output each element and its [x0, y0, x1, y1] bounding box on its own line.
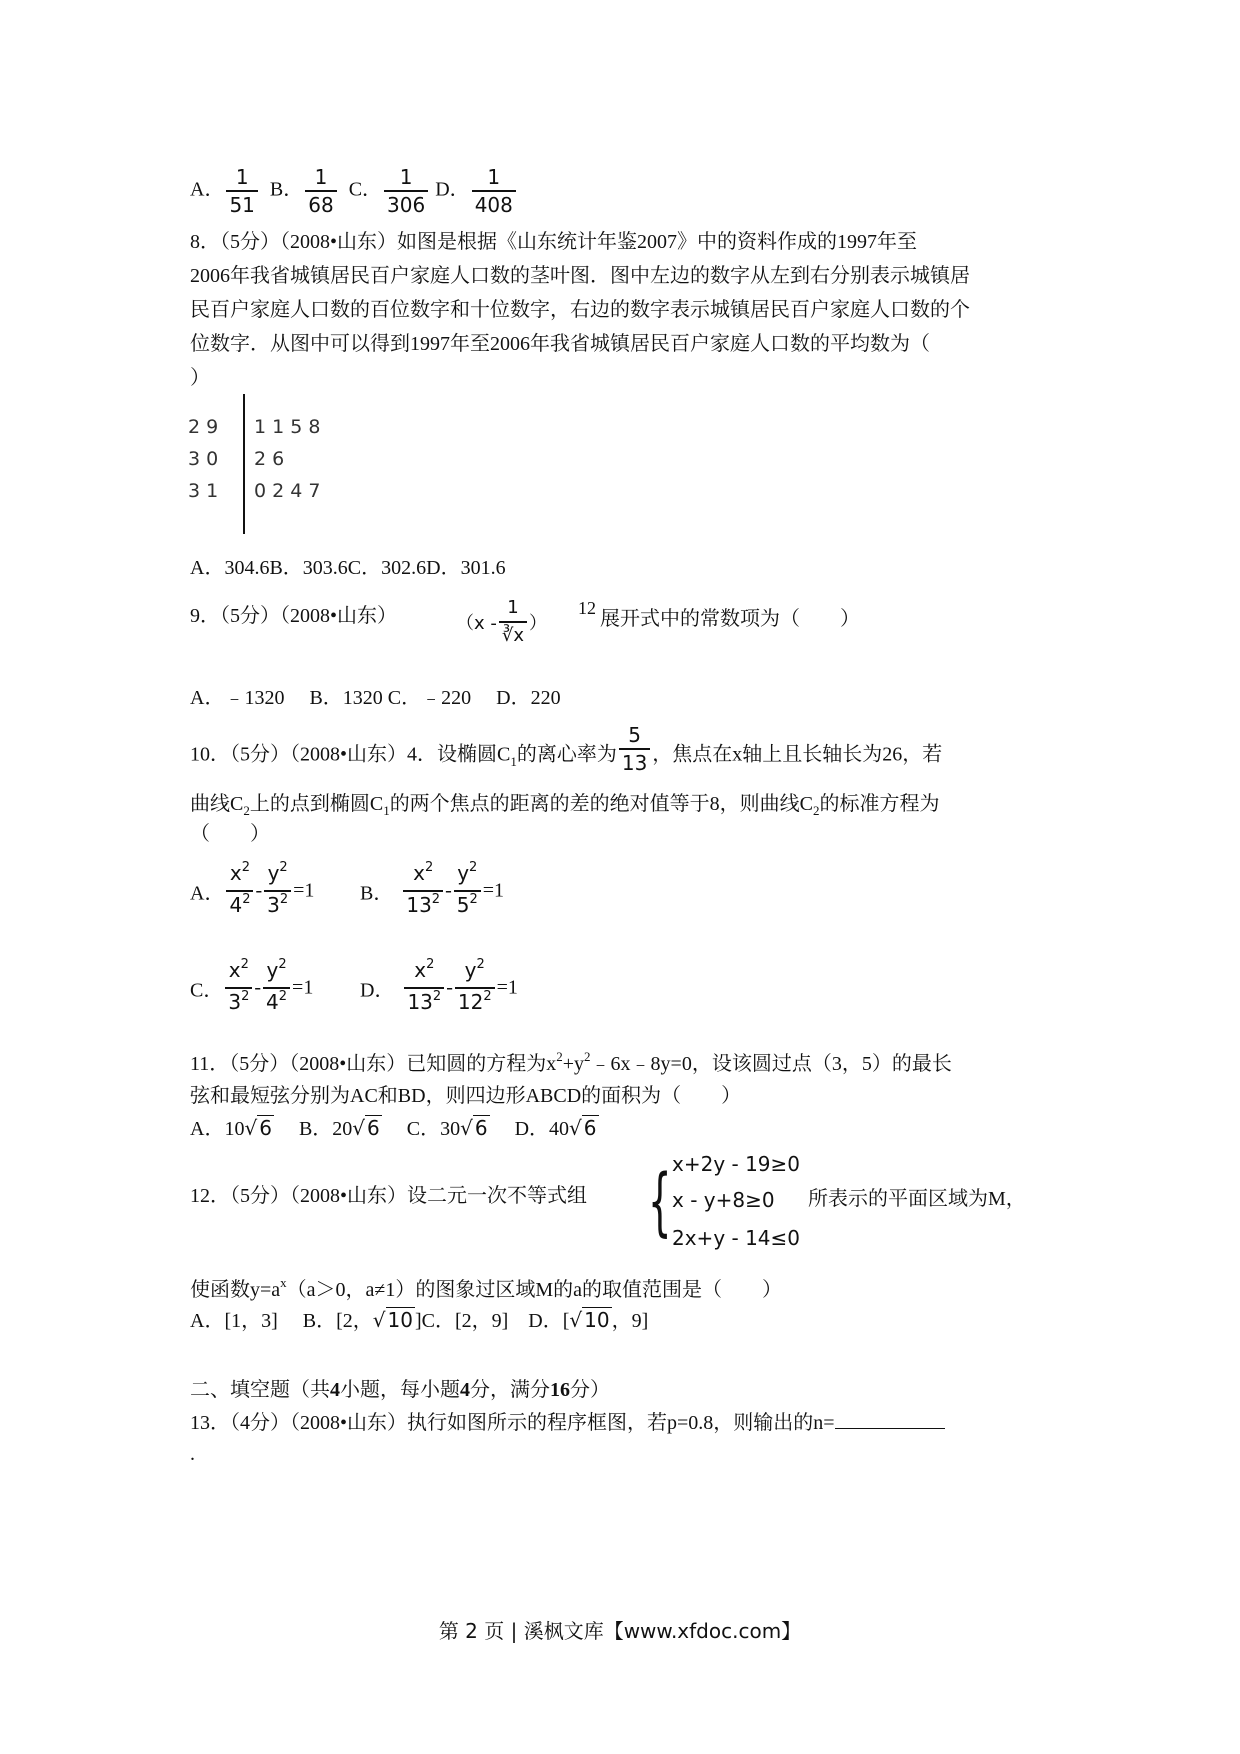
q11-line-2: 弦和最短弦分别为AC和BD，则四边形ABCD的面积为（ ）	[190, 1085, 742, 1107]
q12-options: A．[1，3] B．[2，√ 10 ]C．[2，9] D．[√ 10 ，9]	[190, 1308, 649, 1332]
q12-suffix: 所表示的平面区域为M，	[808, 1188, 1026, 1210]
q12-line-2: 使函数$y=a^x(a>0$，a≠1）的图象过区域M的a的取值范围是（ ）	[190, 1275, 783, 1301]
q13-line-1: 13．（4分）（2008•山东）执行如图所示的程序框图，若p=0.8，则输出的n=	[190, 1408, 945, 1437]
q8-line-1: 8．（5分）（2008•山东）如图是根据《山东统计年鉴2007》中的资料作成的1997年至	[190, 231, 918, 253]
q13-answer-blank	[835, 1408, 945, 1429]
stem-row-1-leaves: 1 1 5 8	[254, 416, 321, 438]
q7-options: A． $\frac{1}{51}$ B． $\frac{1}{68}$ C． $\frac{1}{306}$ D． $\frac{1}{408}$	[190, 164, 518, 218]
q10-option-d: D． $\frac{x^2}{13^2}$ - $\frac{y^2}{12^2}$ =1	[360, 957, 518, 1019]
q10-option-a: A． $\frac{x^2}{4^2}$ - $\frac{y^2}{3^2}$ =1	[190, 860, 314, 922]
q9-expression: （x - $\frac{1}{∛x}$ ）	[456, 595, 547, 649]
q7-fraction-c: $\frac{1}{306}$	[384, 164, 428, 218]
q11-options: A．10√ 6 B．20√ 6 C．30√ 6 D．40√ 6	[190, 1116, 597, 1140]
q7-fraction-a: $\frac{1}{51}$	[226, 164, 257, 218]
q10-option-c: C． $\frac{x^2}{3^2}$ - $\frac{y^2}{4^2}$ =1	[190, 957, 313, 1019]
q9-prefix: 9．（5分）（2008•山东）	[190, 605, 398, 627]
q9-suffix: 展开式中的常数项为（ ）	[600, 608, 860, 630]
q13-dot: .	[190, 1443, 195, 1465]
q12-ineq-2: x - y+8≥0	[672, 1188, 775, 1212]
q7-fraction-d: $\frac{1}{408}$	[472, 164, 516, 218]
q10-option-b: B． $\frac{x^2}{13^2}$ - $\frac{y^2}{5^2}$ =1	[360, 860, 504, 922]
stem-row-2-leaves: 2 6	[254, 448, 285, 470]
q8-line-3: 民百户家庭人口数的百位数字和十位数字，右边的数字表示城镇居民百户家庭人口数的个	[190, 299, 970, 321]
stem-row-3-leaves: 0 2 4 7	[254, 480, 321, 502]
stem-row-1-stem: 2 9	[188, 416, 219, 438]
stem-row-3-stem: 3 1	[188, 480, 219, 502]
q12-prefix: 12．（5分）（2008•山东）设二元一次不等式组	[190, 1185, 588, 1207]
q8-line-2: 2006年我省城镇居民百户家庭人口数的茎叶图．图中左边的数字从左到右分别表示城镇居	[190, 265, 970, 287]
q8-line-4: 位数字．从图中可以得到1997年至2006年我省城镇居民百户家庭人口数的平均数为（	[190, 333, 930, 355]
q7-fraction-b: $\frac{1}{68}$	[305, 164, 336, 218]
q10-line-3: （ ）	[190, 823, 270, 845]
q9-options: A．﹣1320 B．1320 C．﹣220 D．220	[190, 687, 561, 709]
q8-line-5: ）	[190, 367, 210, 389]
q10-line-1: 10．（5分）（2008•山东）4．设椭圆$C_1$的离心率为 $\frac{5}{13}$ ，焦点在x轴上且长轴长为26，若	[190, 723, 943, 775]
stem-divider	[243, 394, 245, 534]
q10-line-2: 曲线$C_2$上的点到椭圆$C_1$的两个焦点的距离的差的绝对值等于8，则曲线$C_2$的标准方程为	[190, 793, 940, 818]
page-footer: 第 2 页 | 溪枫文库【www.xfdoc.com】	[438, 1619, 802, 1643]
q12-ineq-1: x+2y - 19≥0	[672, 1152, 801, 1176]
stem-row-2-stem: 3 0	[188, 448, 219, 470]
q12-brace: {	[648, 1159, 672, 1245]
q8-options: A．304.6B．303.6C．302.6D．301.6	[190, 557, 506, 579]
q12-ineq-3: 2x+y - 14≤0	[672, 1226, 801, 1250]
section-2-heading: 二、填空题（共4小题，每小题4分，满分16分）	[190, 1379, 610, 1401]
q9-exponent: 12	[578, 598, 596, 618]
q11-line-1: 11．（5分）（2008•山东）已知圆的方程为$x^2+y^2﹣6x﹣8y=0$，设该圆过点（3，5）的最长	[190, 1049, 952, 1075]
